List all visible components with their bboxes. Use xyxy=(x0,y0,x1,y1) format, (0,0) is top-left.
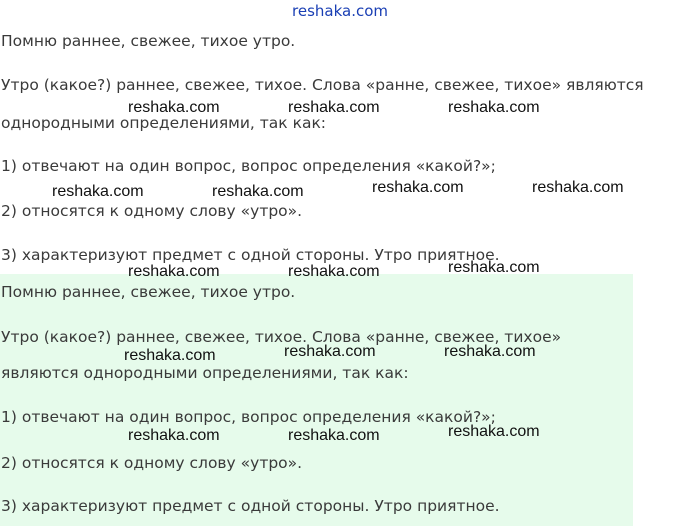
text-line: 3) характеризуют предмет с одной стороны. Утро приятное. xyxy=(1,246,500,264)
answer-line: 3) характеризуют предмет с одной стороны. Утро приятное. xyxy=(1,497,500,515)
answer-line: 1) отвечают на один вопрос, вопрос определения «какой?»; xyxy=(1,408,496,426)
watermark: reshaka.com xyxy=(448,259,540,276)
watermark: reshaka.com xyxy=(284,343,376,360)
answer-line: Помню раннее, свежее, тихое утро. xyxy=(1,283,296,301)
text-line: Утро (какое?) раннее, свежее, тихое. Слова «ранне, свежее, тихое» являются xyxy=(1,76,644,94)
answer-box xyxy=(0,274,633,526)
site-title: reshaka.com xyxy=(292,2,388,20)
watermark: reshaka.com xyxy=(448,423,540,440)
answer-line: являются однородными определениями, так как: xyxy=(1,364,409,382)
watermark: reshaka.com xyxy=(288,263,380,280)
watermark: reshaka.com xyxy=(372,179,464,196)
watermark: reshaka.com xyxy=(448,99,540,116)
watermark: reshaka.com xyxy=(52,183,144,200)
watermark: reshaka.com xyxy=(128,99,220,116)
watermark: reshaka.com xyxy=(532,179,624,196)
text-line: 1) отвечают на один вопрос, вопрос определения «какой?»; xyxy=(1,157,496,175)
answer-line: Утро (какое?) раннее, свежее, тихое. Слова «ранне, свежее, тихое» xyxy=(1,328,562,346)
text-line: однородными определениями, так как: xyxy=(1,114,327,132)
watermark: reshaka.com xyxy=(128,263,220,280)
watermark: reshaka.com xyxy=(288,427,380,444)
text-line: Помню раннее, свежее, тихое утро. xyxy=(1,32,296,50)
watermark: reshaka.com xyxy=(124,347,216,364)
watermark: reshaka.com xyxy=(128,427,220,444)
watermark: reshaka.com xyxy=(212,183,304,200)
watermark: reshaka.com xyxy=(444,343,536,360)
watermark: reshaka.com xyxy=(288,99,380,116)
text-line: 2) относятся к одному слову «утро». xyxy=(1,202,303,220)
answer-line: 2) относятся к одному слову «утро». xyxy=(1,454,303,472)
